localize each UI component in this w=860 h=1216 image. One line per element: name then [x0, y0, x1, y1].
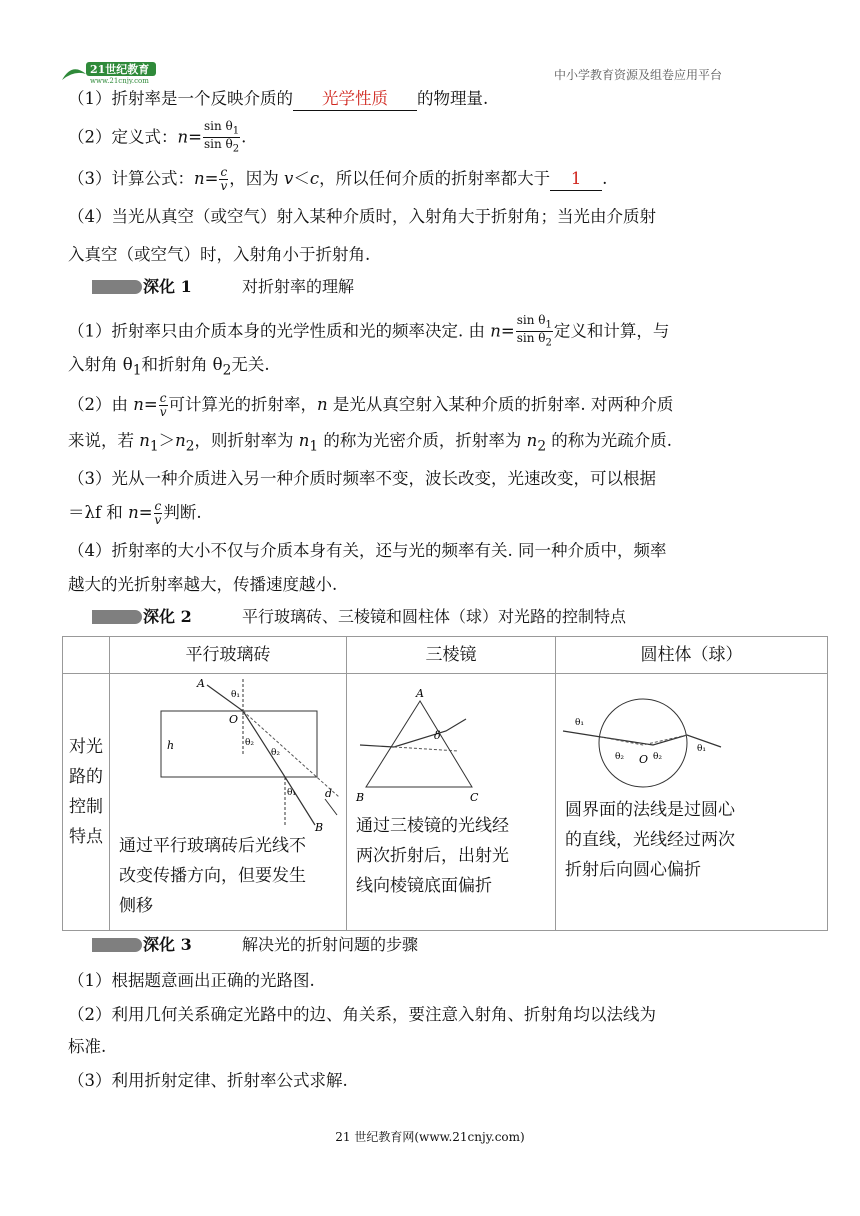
- cylinder-diagram: [557, 675, 793, 795]
- period: .: [602, 169, 608, 188]
- subscript: 2: [222, 362, 232, 379]
- period: .: [241, 127, 247, 147]
- body-text: ＞: [158, 431, 176, 450]
- sec3-line-2: （2）利用几何关系确定光路中的边、角关系，要注意入射角、折射角均以法线为: [68, 1005, 656, 1024]
- symbol-n: n: [139, 431, 150, 450]
- table-header-cell: 平行玻璃砖: [110, 637, 347, 674]
- slab-rect: [161, 711, 317, 777]
- denominator: v: [220, 179, 228, 193]
- sec1-line-7: （4）折射率的大小不仅与介质本身有关，还与光的频率有关. 同一种介质中，频率: [68, 541, 667, 560]
- row-header-text: 控制: [69, 797, 103, 817]
- intro-text: ，所以任何介质的折射率都大于: [319, 169, 551, 188]
- logo-url: www.21cnjy.com: [90, 77, 149, 84]
- less-than: ＜: [293, 169, 310, 188]
- section-marker: [92, 280, 142, 294]
- label-delta: δ: [434, 729, 441, 742]
- label-O: O: [639, 753, 649, 766]
- answer-blank: 光学性质: [293, 88, 417, 111]
- body-text: （1）折射率只由介质本身的光学性质和光的频率决定. 由: [68, 321, 491, 341]
- symbol-n: n: [317, 395, 328, 414]
- symbol-n: n: [526, 431, 538, 450]
- subscript: 1: [149, 438, 159, 455]
- denominator: sin θ: [203, 137, 233, 152]
- symbol-n: n: [128, 503, 139, 522]
- denominator: v: [159, 405, 167, 419]
- site-logo: [60, 56, 220, 84]
- subscript: 1: [132, 362, 142, 379]
- table-corner-cell: [63, 637, 110, 674]
- cell-line: 通过三棱镜的光线经: [356, 816, 509, 836]
- body-text: 的称为光密介质，折射率为: [318, 431, 527, 450]
- body-text: ＝λf 和: [68, 503, 129, 522]
- light-ray: [207, 685, 315, 825]
- body-text: 入射角 θ: [68, 355, 133, 374]
- label-B: B: [356, 791, 365, 804]
- intro-text: （1）折射率是一个反映介质的: [68, 89, 293, 108]
- sec1-line-6: [68, 500, 202, 527]
- label-h: h: [167, 739, 175, 752]
- label-theta1: θ₁: [231, 690, 241, 700]
- intro-text: ，因为: [229, 169, 284, 188]
- label-theta2: θ₂: [615, 752, 625, 762]
- body-text: 是光从真空射入某种介质的折射率. 对两种介质: [327, 395, 674, 414]
- intro-line-1: [68, 88, 488, 111]
- cell-line: 圆界面的法线是过圆心: [565, 800, 735, 820]
- prism-cell: [347, 674, 556, 931]
- body-text: 可计算光的折射率，: [168, 395, 317, 414]
- subscript: 2: [537, 438, 547, 455]
- intro-text: 的物理量.: [417, 89, 489, 108]
- subscript: 2: [185, 438, 195, 455]
- label-A: A: [197, 677, 205, 690]
- label-theta1: θ₁: [697, 744, 707, 754]
- body-text: 定义和计算，与: [553, 321, 670, 341]
- glass-slab-diagram: [111, 675, 345, 835]
- section-label: 深化 3: [143, 935, 192, 954]
- speed-fraction: [219, 166, 228, 193]
- section-label: 深化 2: [143, 607, 192, 626]
- section-marker: [92, 610, 142, 624]
- prism-diagram: [348, 675, 554, 805]
- row-header-cell: [63, 674, 110, 931]
- section-title: 平行玻璃砖、三棱镜和圆柱体（球）对光路的控制特点: [242, 607, 627, 626]
- numerator: c: [154, 499, 162, 513]
- body-text: ，则折射率为: [194, 431, 299, 450]
- slab-cell: [110, 674, 347, 931]
- label-A: A: [416, 687, 424, 700]
- section-title: 解决光的折射问题的步骤: [242, 935, 419, 954]
- sec1-line-1: [68, 314, 669, 350]
- prism-description: [356, 811, 509, 901]
- page-footer: 21 世纪教育网(www.21cnjy.com): [335, 1130, 525, 1144]
- label-theta1: θ₁: [575, 718, 585, 728]
- cell-line: 侧移: [119, 896, 153, 916]
- equals-sign: =: [143, 395, 158, 414]
- symbol-n: n: [490, 321, 501, 341]
- symbol-v: v: [284, 169, 294, 188]
- symbol-c: c: [309, 169, 320, 188]
- intro-line-2: [68, 120, 246, 156]
- label-theta1: θ₁: [287, 788, 297, 798]
- body-text: 来说，若: [68, 431, 140, 450]
- cylinder-cell: [556, 674, 828, 931]
- subscript: 1: [232, 125, 240, 137]
- label-O: O: [229, 713, 239, 726]
- subscript: 2: [545, 337, 552, 349]
- row-header-text: 对光: [69, 737, 103, 757]
- speed-fraction: [159, 392, 168, 419]
- denominator: v: [154, 513, 162, 527]
- label-d: d: [325, 787, 333, 800]
- normal-line: [643, 735, 687, 745]
- intro-line-3: [68, 166, 607, 193]
- cell-line: 线向棱镜底面偏折: [356, 876, 492, 896]
- row-header-text: 特点: [69, 827, 103, 847]
- subscript: 1: [309, 438, 319, 455]
- cell-line: 改变传播方向，但要发生: [119, 866, 306, 886]
- light-ray: [360, 719, 466, 747]
- subscript: 1: [545, 319, 552, 331]
- normal-line: [601, 737, 643, 745]
- sec3-line-4: （3）利用折射定律、折射率公式求解.: [68, 1071, 348, 1090]
- intro-text: （2）定义式：: [68, 127, 178, 147]
- speed-fraction: [154, 500, 163, 527]
- cell-line: 通过平行玻璃砖后光线不: [119, 836, 306, 856]
- body-text: 无关.: [231, 355, 270, 374]
- equals-sign: =: [500, 321, 515, 341]
- body-text: 判断.: [163, 503, 202, 522]
- label-C: C: [470, 791, 479, 804]
- numerator: c: [159, 391, 167, 405]
- symbol-n: n: [177, 127, 189, 147]
- sec3-line-1: （1）根据题意画出正确的光路图.: [68, 971, 315, 990]
- intro-text: （3）计算公式：: [68, 169, 194, 188]
- label-B: B: [315, 821, 324, 834]
- cell-line: 折射后向圆心偏折: [565, 860, 701, 880]
- row-header-text: 路的: [69, 767, 103, 787]
- sec1-line-5: （3）光从一种介质进入另一种介质时频率不变，波长改变，光速改变，可以根据: [68, 469, 656, 488]
- refraction-fraction: [203, 120, 240, 156]
- cell-line: 两次折射后，出射光: [356, 846, 509, 866]
- answer-blank: 1: [550, 168, 602, 191]
- table-row: [63, 674, 828, 931]
- label-theta2: θ₂: [271, 748, 281, 758]
- symbol-n: n: [298, 431, 310, 450]
- prism-triangle: [366, 701, 472, 787]
- table-header-row: [63, 637, 828, 674]
- body-text: 和折射角 θ: [141, 355, 223, 374]
- sec1-line-8: 越大的光折射率越大，传播速度越小.: [68, 575, 338, 594]
- body-text: （2）由: [68, 395, 134, 414]
- sec3-line-3: 标准.: [68, 1037, 107, 1056]
- platform-name: 中小学教育资源及组卷应用平台: [553, 68, 722, 82]
- section-marker: [92, 938, 142, 952]
- label-theta2: θ₂: [245, 738, 255, 748]
- table-header-cell: 圆柱体（球）: [556, 637, 828, 674]
- body-text: 的称为光疏介质.: [546, 431, 673, 450]
- symbol-n: n: [133, 395, 144, 414]
- extended-ray: [243, 711, 339, 797]
- sec1-line-2: [68, 354, 270, 381]
- refraction-fraction: [516, 314, 553, 350]
- numerator: sin θ: [203, 119, 233, 133]
- sec1-line-3: [68, 392, 673, 419]
- intro-line-5: 入真空（或空气）时，入射角小于折射角.: [68, 245, 371, 264]
- table-header-cell: 三棱镜: [347, 637, 556, 674]
- equals-sign: =: [204, 169, 219, 188]
- cylinder-description: [565, 795, 735, 885]
- equals-sign: =: [138, 503, 153, 522]
- subscript: 2: [232, 143, 240, 155]
- section-label: 深化 1: [143, 277, 192, 296]
- numerator: sin θ: [516, 313, 546, 327]
- symbol-n: n: [175, 431, 186, 450]
- intro-line-4: （4）当光从真空（或空气）射入某种介质时，入射角大于折射角；当光由介质射: [68, 207, 656, 226]
- sec1-line-4: [68, 430, 672, 457]
- section-title: 对折射率的理解: [242, 277, 355, 296]
- equals-sign: =: [188, 127, 202, 147]
- slab-description: [119, 831, 306, 921]
- offset-marker: [325, 799, 337, 815]
- cell-line: 的直线，光线经过两次: [565, 830, 735, 850]
- comparison-table: [62, 636, 828, 931]
- denominator: sin θ: [516, 331, 546, 346]
- logo-text: 21世纪教育: [90, 63, 150, 76]
- symbol-n: n: [194, 169, 205, 188]
- numerator: c: [220, 165, 228, 179]
- label-theta2: θ₂: [653, 752, 663, 762]
